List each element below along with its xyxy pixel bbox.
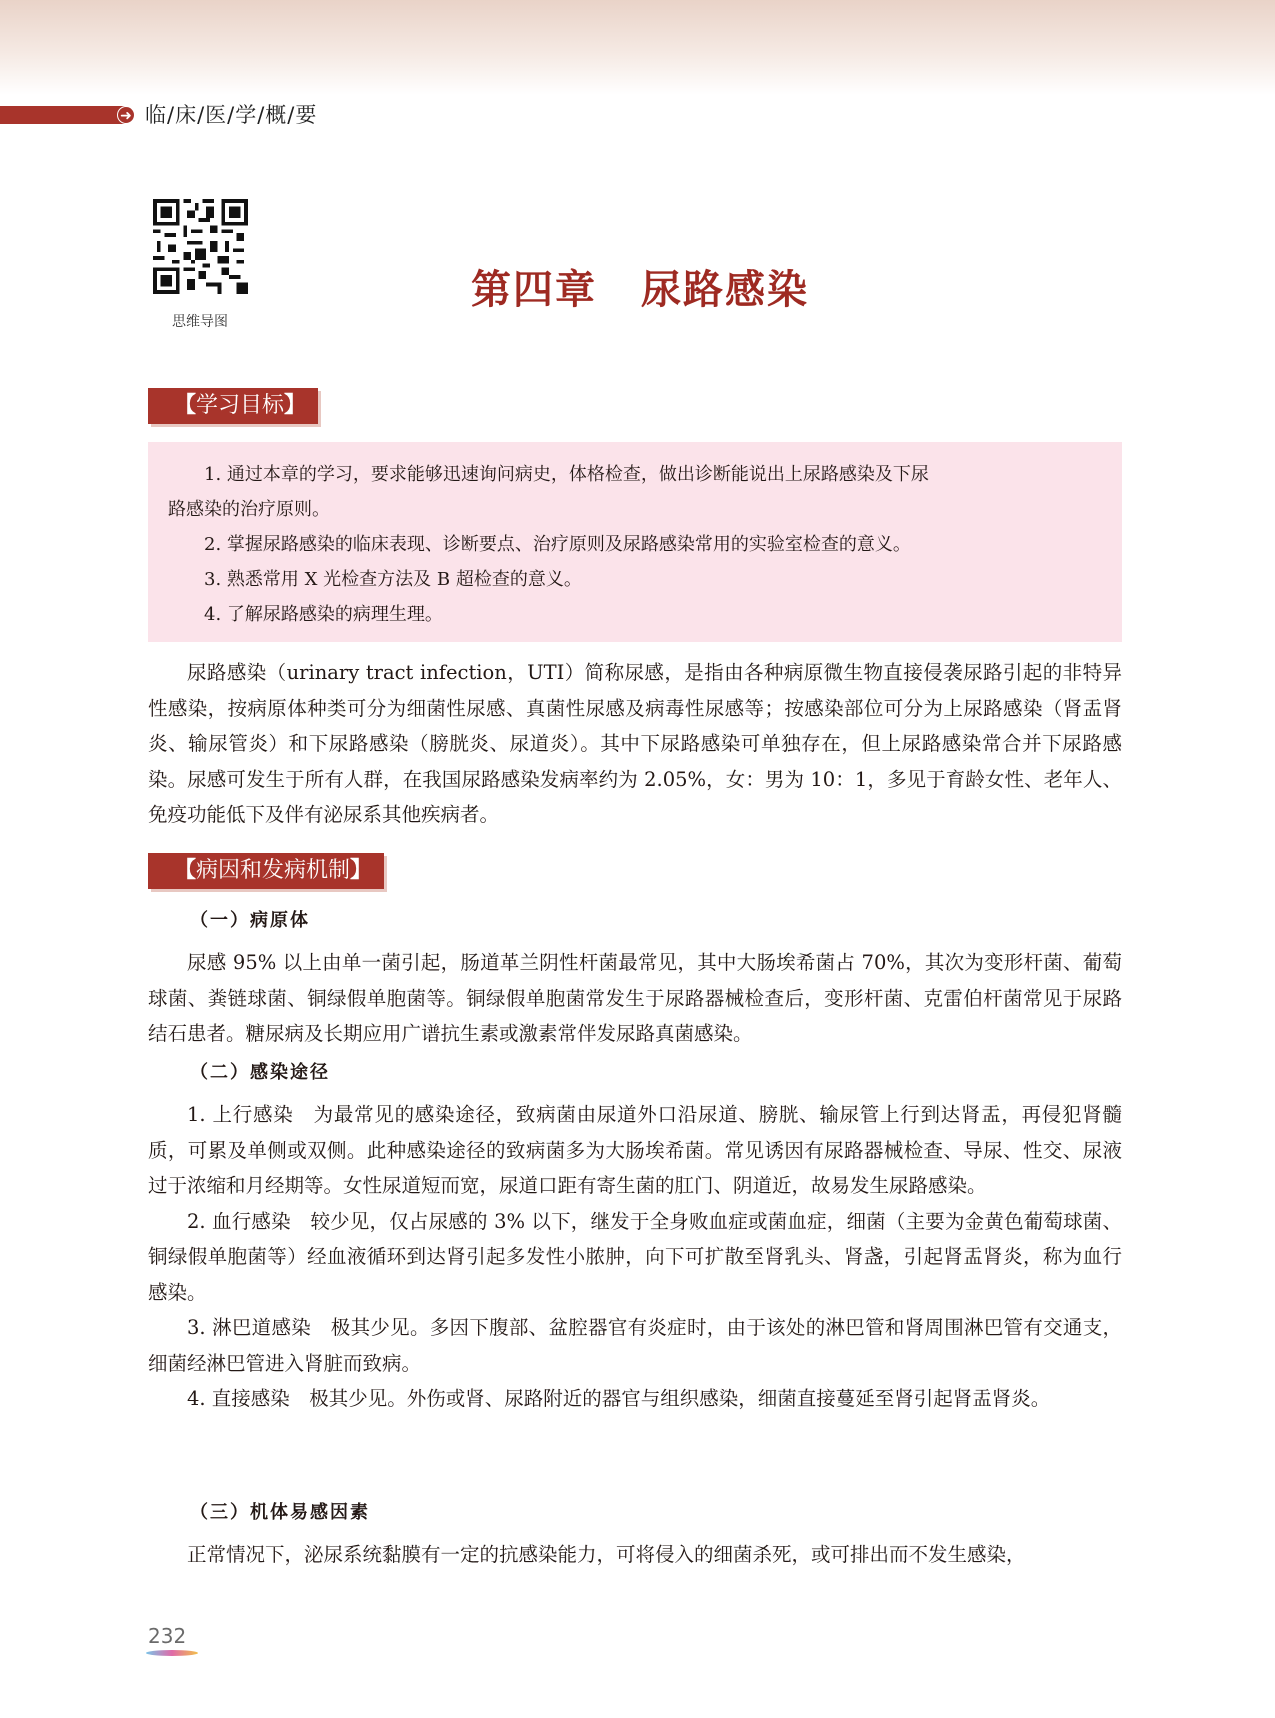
subheading-susceptibility: （三）机体易感因素 xyxy=(190,1502,370,1523)
route-item: 4. 直接感染 极其少见。外伤或肾、尿路附近的器官与组织感染，细菌直接蔓延至肾引起肾盂肾炎。 xyxy=(187,1387,1051,1410)
objective-item: 1. 通过本章的学习，要求能够迅速询问病史，体格检查，做出诊断能说出上尿路感染及下尿 xyxy=(204,464,929,485)
chapter-name: 尿路感染 xyxy=(641,266,809,313)
section-heading-objectives: 【学习目标】 xyxy=(148,388,318,424)
book-title: 临/床/医/学/概/要 xyxy=(145,103,318,127)
susceptibility-paragraph: 正常情况下，泌尿系统黏膜有一定的抗感染能力，可将侵入的细菌杀死，或可排出而不发生感染， xyxy=(187,1543,1026,1566)
chapter-title xyxy=(360,258,920,315)
qr-caption: 思维导图 xyxy=(172,314,228,330)
route-item: 1. 上行感染 为最常见的感染途径，致病菌由尿道外口沿尿道、膀胱、输尿管上行到达肾盂，再侵犯肾髓质，可累及单侧或双侧。此种感染途径的致病菌多为大肠埃希菌。常见诱因有尿路器械检查、导尿、性交、尿液过于浓缩和月经期等。女性尿道短而宽，尿道口距有寄生菌的肛门、阴道近，故易发生尿路感染。 xyxy=(148,1103,1122,1197)
route-item: 2. 血行感染 较少见，仅占尿感的 3% 以下，继发于全身败血症或菌血症，细菌（主要为金黄色葡萄球菌、铜绿假单胞菌等）经血液循环到达肾引起多发性小脓肿，向下可扩散至肾乳头、肾盏，引起肾盂肾炎，称为血行感染。 xyxy=(148,1209,1122,1304)
arrow-right-icon: ➜ xyxy=(117,106,135,124)
subheading-infection-route: （二）感染途径 xyxy=(190,1062,330,1083)
page-number-decoration xyxy=(146,1650,198,1656)
objective-item: 2. 掌握尿路感染的临床表现、诊断要点、治疗原则及尿路感染常用的实验室检查的意义。 xyxy=(204,534,911,555)
objective-item: 4. 了解尿路感染的病理生理。 xyxy=(204,604,443,625)
page-number: 232 xyxy=(148,1624,187,1648)
objectives-box xyxy=(148,442,1122,642)
intro-paragraph: 尿路感染（urinary tract infection，UTI）简称尿感，是指由各种病原微生物直接侵袭尿路引起的非特异性感染，按病原体种类可分为细菌性尿感、真菌性尿感及病毒性尿感等；按感染部位可分为上尿路感染（肾盂肾炎、输尿管炎）和下尿路感染（膀胱炎、尿道炎）。其中下尿路感染可单独存在，但上尿路感染常合并下尿路感染。尿感可发生于所有人群，在我国尿路感染发病率约为 2.05%，女：男为 10：1，多见于育龄女性、老年人、免疫功能低下及伴有泌尿系其他疾病者。 xyxy=(148,661,1122,826)
chapter-number: 第四章 xyxy=(471,266,597,313)
top-decorative-band xyxy=(0,0,1275,95)
header-bar xyxy=(0,106,125,124)
objective-item: 路感染的治疗原则。 xyxy=(168,499,330,520)
objective-item: 3. 熟悉常用 X 光检查方法及 B 超检查的意义。 xyxy=(204,569,582,590)
qr-code-icon[interactable] xyxy=(153,199,248,294)
infection-route-list xyxy=(148,1097,1122,1417)
pathogen-paragraph: 尿感 95% 以上由单一菌引起，肠道革兰阴性杆菌最常见，其中大肠埃希菌占 70%，其次为变形杆菌、葡萄球菌、粪链球菌、铜绿假单胞菌等。铜绿假单胞菌常发生于尿路器械检查后，变形杆菌、克雷伯杆菌常见于尿路结石患者。糖尿病及长期应用广谱抗生素或激素常伴发尿路真菌感染。 xyxy=(148,951,1122,1045)
section-heading-etiology: 【病因和发病机制】 xyxy=(148,853,384,889)
subheading-pathogen: （一）病原体 xyxy=(190,910,310,931)
route-item: 3. 淋巴道感染 极其少见。多因下腹部、盆腔器官有炎症时，由于该处的淋巴管和肾周围淋巴管有交通支，细菌经淋巴管进入肾脏而致病。 xyxy=(148,1316,1122,1375)
